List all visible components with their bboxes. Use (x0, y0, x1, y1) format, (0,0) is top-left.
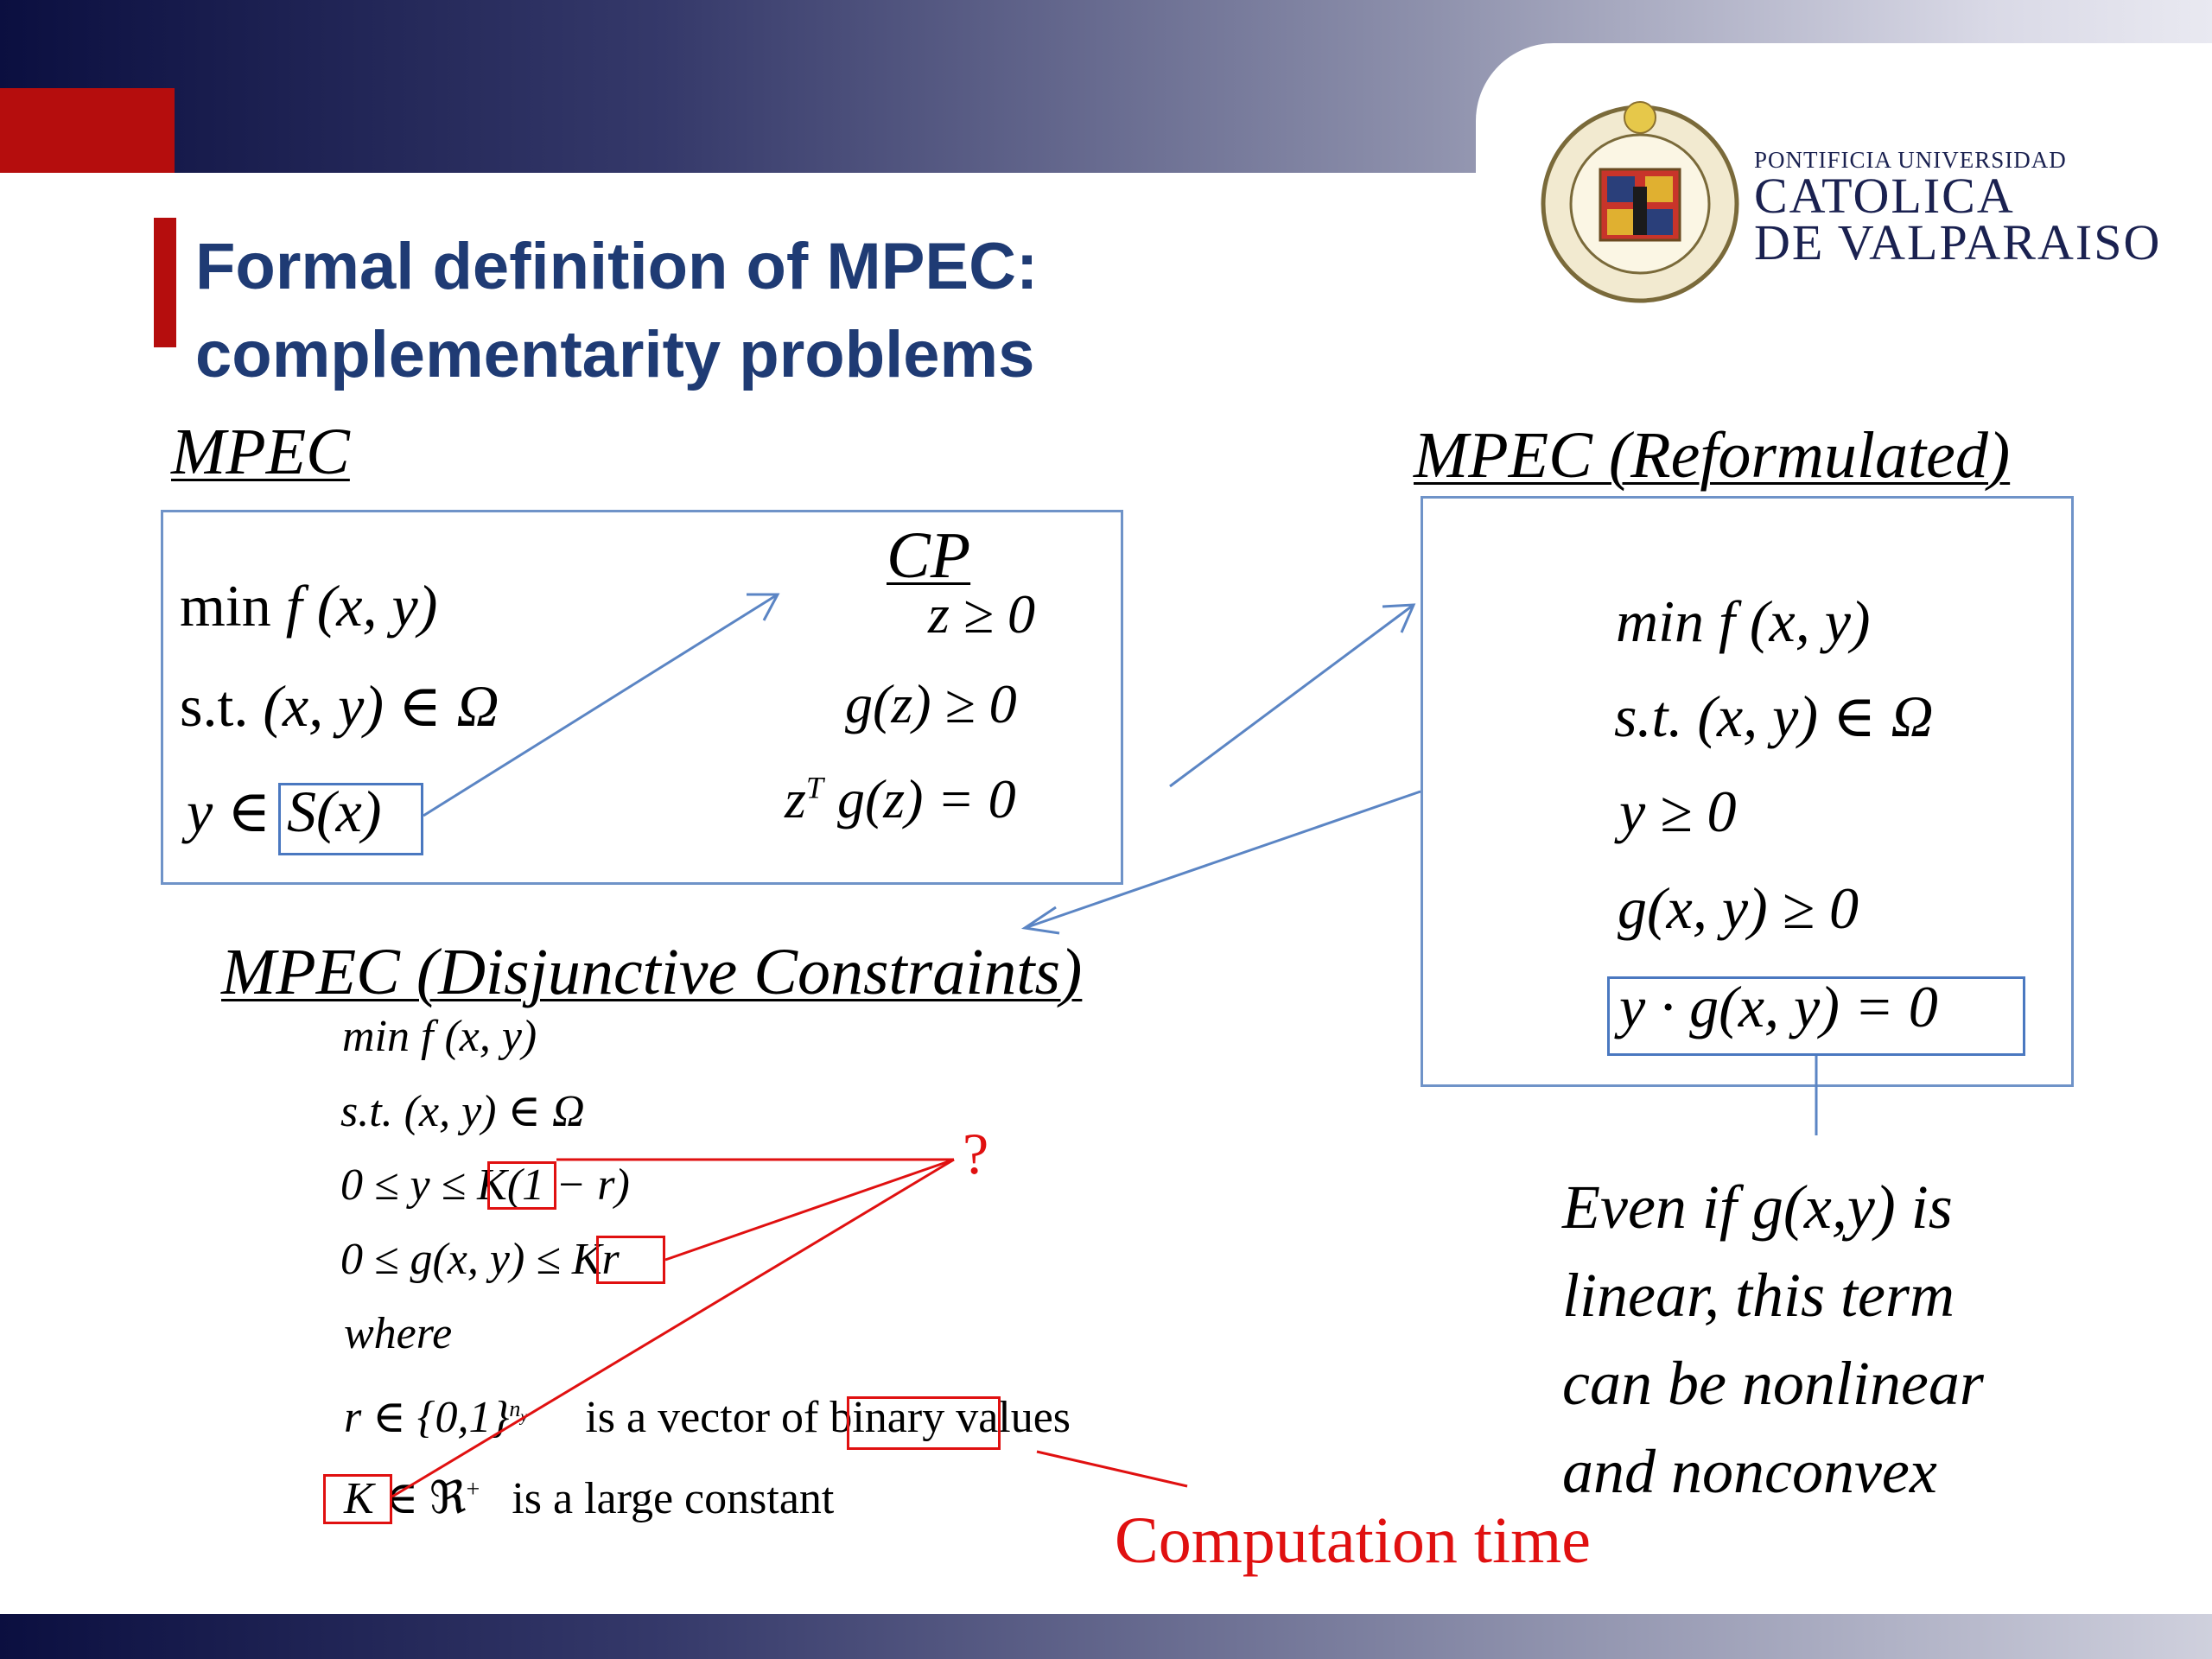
r-def-post: values (944, 1393, 1071, 1442)
disjunctive-c2-k: Kr (571, 1235, 620, 1284)
kr-highlight-box (596, 1236, 665, 1284)
reformulated-st: s.t. (x, y) ∈ Ω (1614, 683, 1934, 749)
header-red-block (0, 88, 175, 173)
binary-to-computation-line (1037, 1452, 1187, 1486)
cp-line-3-rest: g(z) = 0 (823, 768, 1016, 830)
reformulated-heading: MPEC (Reformulated) (1414, 419, 2011, 492)
k-def-plus: + (466, 1476, 480, 1503)
mpec-st-label: s.t. (180, 673, 264, 739)
logo-line-1: PONTIFICIA UNIVERSIDAD (1754, 147, 2067, 173)
note-line-3: can be nonlinear (1562, 1349, 1984, 1418)
mpec-constraint-omega (180, 672, 499, 741)
k-def-k: K (344, 1474, 374, 1523)
footer-bar (0, 1614, 2212, 1659)
cp-line-3-z: z (785, 768, 806, 830)
reformulated-c1: y ≥ 0 (1619, 779, 1737, 844)
cp-line-1: z ≥ 0 (928, 583, 1036, 645)
binary-highlight-box (847, 1396, 1001, 1450)
disjunctive-c1-pre: 0 ≤ y ≤ (340, 1160, 478, 1210)
r-def-set: r ∈ {0,1} (344, 1393, 510, 1442)
page-title (195, 223, 1038, 399)
r-def-exponent (509, 1395, 528, 1425)
k-def-mid: ∈ ℜ (373, 1474, 467, 1523)
r-def-binary: binary (830, 1393, 945, 1442)
logo-line-3: DE VALPARAISO (1754, 214, 2162, 270)
reformulated-c3: y · g(x, y) = 0 (1619, 974, 1938, 1039)
note-line-1: Even if g(x,y) is (1562, 1173, 1953, 1242)
mpec-y-in-label: y ∈ (187, 779, 271, 844)
disjunctive-objective: min f (x, y) (342, 1012, 537, 1061)
question-to-kr-line (665, 1160, 954, 1260)
mpec-heading: MPEC (171, 416, 350, 488)
title-accent-bar (154, 218, 176, 347)
disjunctive-k-definition (344, 1472, 834, 1524)
disjunctive-c2-pre: 0 ≤ g(x, y) ≤ (340, 1235, 572, 1284)
university-seal-logo (1540, 90, 1747, 308)
mpec-min-label: min (180, 573, 286, 639)
r-def-exponent-n: n (509, 1395, 521, 1421)
mpec-sx: S(x) (287, 779, 382, 844)
question-mark: ? (963, 1121, 989, 1186)
logo-line-2: CATOLICA (1754, 168, 2015, 224)
k-def-post: is a large constant (512, 1474, 835, 1523)
note-line-4: and nonconvex (1562, 1437, 1937, 1506)
disjunctive-heading: MPEC (Disjunctive Constraints) (221, 936, 1083, 1008)
reformulated-to-disjunctive-arrowhead (1025, 907, 1059, 933)
nonlinearity-note (1562, 1163, 1984, 1516)
disjunctive-c1 (340, 1160, 630, 1211)
cp-heading: CP (887, 519, 971, 592)
mpec-to-reformulated-arrow (1170, 605, 1414, 786)
title-line-1: Formal definition of MPEC: (195, 230, 1039, 303)
mpec-st-expr: (x, y) ∈ Ω (263, 673, 499, 739)
r-def-mid: is a vector of (585, 1393, 830, 1442)
disjunctive-st: s.t. (x, y) ∈ Ω (340, 1087, 585, 1136)
disjunctive-c1-k: K (477, 1160, 507, 1210)
disjunctive-c1-post: (1 − r) (506, 1160, 630, 1210)
cp-line-2: g(z) ≥ 0 (845, 673, 1017, 734)
mpec-objective (180, 572, 437, 640)
mpec-to-reformulated-arrowhead (1382, 605, 1414, 632)
note-line-2: linear, this term (1562, 1261, 1955, 1330)
mpec-objective-expr: f (x, y) (285, 573, 438, 639)
cp-line-3-transpose: T (805, 770, 823, 805)
k-highlight-box-1 (487, 1161, 556, 1210)
computation-time-label: Computation time (1115, 1504, 1591, 1577)
k-highlight-box-2 (323, 1474, 392, 1524)
title-line-2: complementarity problems (195, 318, 1035, 391)
cp-line-3 (785, 767, 1016, 831)
reformulated-objective: min f (x, y) (1616, 588, 1871, 654)
disjunctive-where: where (344, 1309, 453, 1358)
r-def-exponent-y: y (520, 1407, 528, 1425)
disjunctive-c2 (340, 1234, 620, 1285)
reformulated-c2: g(x, y) ≥ 0 (1618, 875, 1859, 941)
